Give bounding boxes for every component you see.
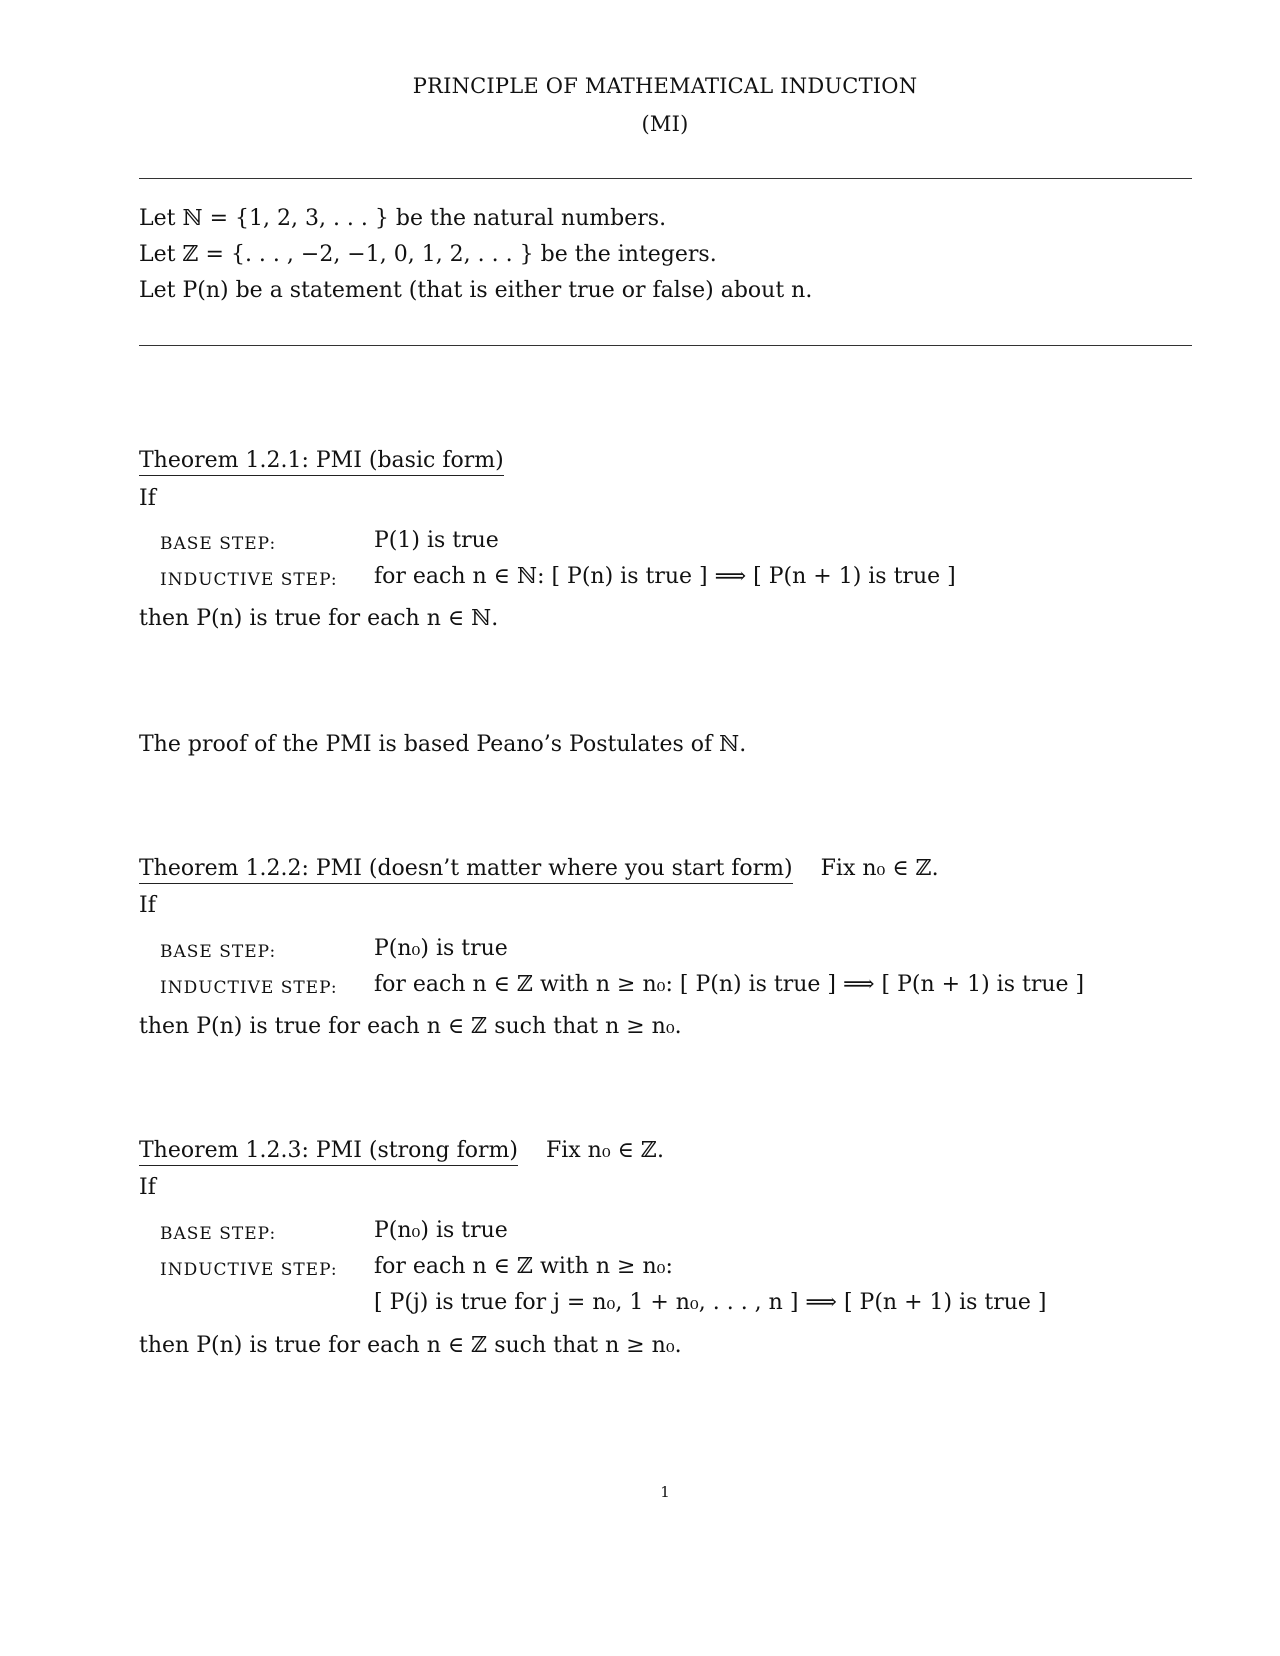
top-rule — [139, 178, 1192, 179]
theorem-3-fix: Fix n₀ ∈ ℤ. — [545, 1138, 664, 1163]
theorem-2-inductive-value: for each n ∈ ℤ with n ≥ n₀: [ P(n) is true ] ⟹ [ P(n + 1) is true ] — [374, 972, 1085, 997]
theorem-1-base-value: P(1) is true — [374, 528, 499, 553]
theorem-1-if: If — [139, 486, 156, 511]
page-number: 1 — [660, 1483, 670, 1501]
theorem-1-conclusion: then P(n) is true for each n ∈ ℕ. — [139, 606, 499, 631]
preamble-line-naturals: Let ℕ = {1, 2, 3, . . . } be the natural numbers. — [139, 206, 667, 231]
bottom-rule — [139, 345, 1192, 346]
theorem-1-inductive-label: INDUCTIVE STEP: — [160, 570, 338, 590]
theorem-3-base-value: P(n₀) is true — [374, 1218, 508, 1243]
theorem-3-if: If — [139, 1175, 156, 1200]
theorem-1-title: Theorem 1.2.1: PMI (basic form) — [139, 448, 504, 476]
theorem-3-inductive-value-2: [ P(j) is true for j = n₀, 1 + n₀, . . . , n ] ⟹ [ P(n + 1) is true ] — [374, 1290, 1047, 1315]
theorem-2-base-value: P(n₀) is true — [374, 936, 508, 961]
theorem-2-fix: Fix n₀ ∈ ℤ. — [820, 856, 939, 881]
page-subtitle: (MI) — [641, 112, 689, 136]
theorem-3-title: Theorem 1.2.3: PMI (strong form) — [139, 1138, 518, 1166]
page-title: PRINCIPLE OF MATHEMATICAL INDUCTION — [412, 74, 918, 98]
theorem-3-conclusion: then P(n) is true for each n ∈ ℤ such that n ≥ n₀. — [139, 1333, 682, 1358]
theorem-3-inductive-label: INDUCTIVE STEP: — [160, 1260, 338, 1280]
preamble-line-statement: Let P(n) be a statement (that is either true or false) about n. — [139, 278, 813, 303]
theorem-2-title: Theorem 1.2.2: PMI (doesn’t matter where you start form) — [139, 856, 793, 884]
theorem-2-inductive-label: INDUCTIVE STEP: — [160, 978, 338, 998]
theorem-1-base-label: BASE STEP: — [160, 534, 277, 554]
theorem-2-heading — [139, 856, 939, 881]
theorem-1-inductive-value: for each n ∈ ℕ: [ P(n) is true ] ⟹ [ P(n + 1) is true ] — [374, 564, 956, 589]
theorem-3-inductive-value: for each n ∈ ℤ with n ≥ n₀: — [374, 1254, 673, 1279]
theorem-2-conclusion: then P(n) is true for each n ∈ ℤ such that n ≥ n₀. — [139, 1014, 682, 1039]
preamble-line-integers: Let ℤ = {. . . , −2, −1, 0, 1, 2, . . . } be the integers. — [139, 242, 717, 267]
theorem-1-heading — [139, 448, 504, 473]
theorem-2-if: If — [139, 893, 156, 918]
theorem-2-base-label: BASE STEP: — [160, 942, 277, 962]
theorem-3-heading — [139, 1138, 664, 1163]
peano-remark: The proof of the PMI is based Peano’s Postulates of ℕ. — [139, 732, 747, 757]
theorem-3-base-label: BASE STEP: — [160, 1224, 277, 1244]
